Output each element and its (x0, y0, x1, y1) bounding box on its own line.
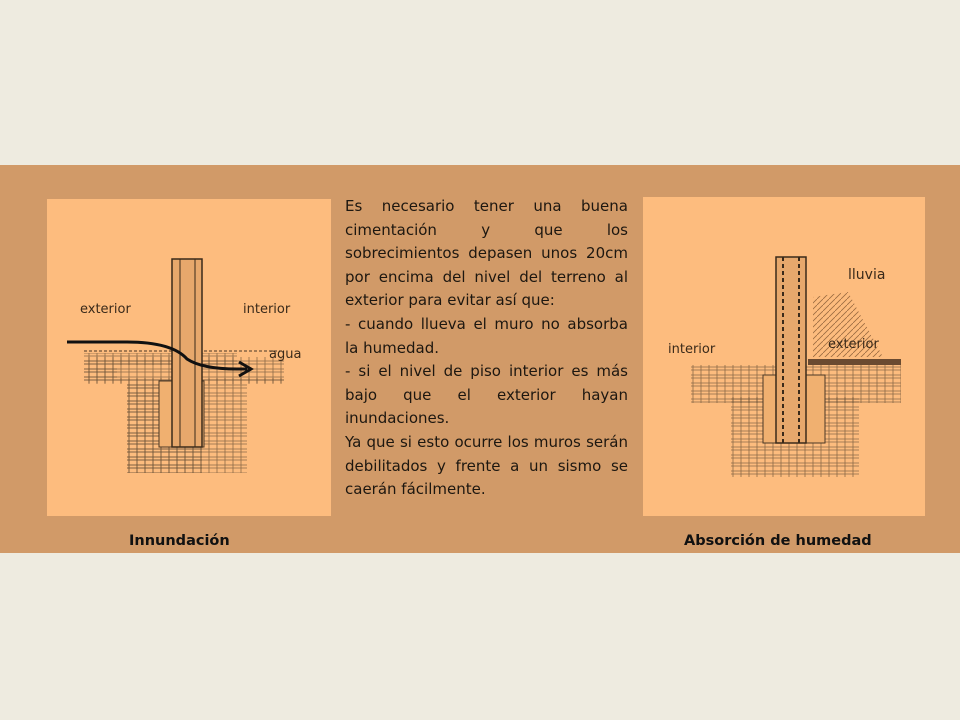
conclusion-paragraph: Ya que si esto ocurre los muros serán debilitados y frente a un sismo se caerán fácilmente. (345, 432, 628, 499)
bullet-flood: - si el nivel de piso interior es más bajo que el exterior hayan inundaciones. (345, 362, 628, 428)
bullet-rain: - cuando llueva el muro no absorba la humedad. (345, 314, 628, 357)
label-exterior: exterior (80, 302, 131, 317)
wall-icon (172, 259, 202, 447)
label-exterior: exterior (828, 337, 879, 352)
label-interior: interior (243, 302, 291, 317)
caption-flood: Innundación (129, 533, 230, 549)
humidity-diagram (643, 197, 925, 516)
label-rain: lluvia (848, 267, 886, 283)
wall-icon (776, 257, 806, 443)
caption-humidity: Absorción de humedad (684, 533, 872, 549)
explanation-text (345, 195, 628, 502)
exterior-ground-line (808, 359, 901, 365)
flood-diagram (47, 199, 331, 516)
intro-paragraph: Es necesario tener una buena cimentación y que los sobrecimientos depasen unos 20cm por encima del nivel del terreno al exterior para evitar así que: (345, 197, 628, 310)
label-interior: interior (668, 342, 716, 357)
label-water: agua (269, 347, 302, 362)
